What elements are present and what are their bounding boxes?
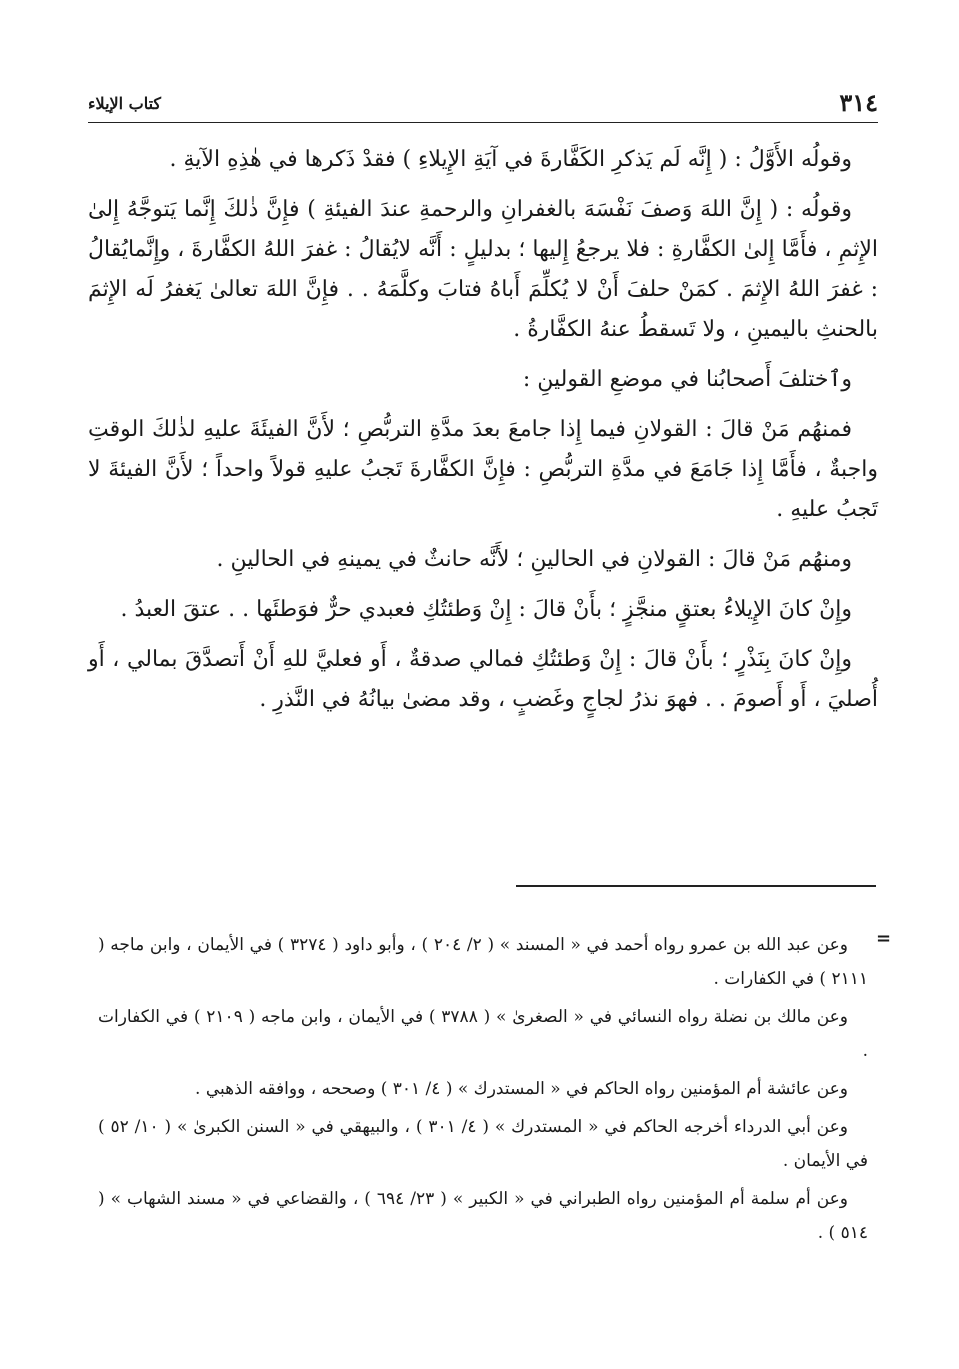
footnotes (98, 928, 868, 1254)
page-header (88, 82, 878, 123)
footnote-continuation-mark: = (876, 928, 892, 949)
footnote-item: وعن أبي الدرداء أخرجه الحاكم في « المستدرك » ( ٤/ ٣٠١ ) ، والبيهقي في « السنن الكبرىٰ » ( ١٠/ ٥٢ ) في الأيمان . (98, 1117, 868, 1171)
body-paragraph: وٱختلفَ أَصحابُنا في موضعِ القولينِ : (522, 367, 852, 392)
running-head: كتاب الإيلاء (88, 94, 162, 113)
footnote-item: وعن عائشة أم المؤمنين رواه الحاكم في « المستدرك » ( ٤/ ٣٠١ ) وصححه ، ووافقه الذهبي . (195, 1079, 848, 1099)
body-paragraph: فمنهُم مَنْ قالَ : القولانِ فيما إِذا جامعَ بعدَ مدَّةِ التربُّصِ ؛ لأَنَّ الفيئَةَ عليهِ لذٰلكَ الوقتِ واجبةٌ ، فأَمَّا إِذا جَامَعَ في مدَّةِ التربُّصِ : فإِنَّ الكفَّارةَ تَجبُ عليهِ قولاً واحداً ؛ لأَنَّ الفيئةَ لا تَجبُ عليهِ . (88, 417, 878, 522)
footnote-item: وعن مالك بن نضلة رواه النسائي في « الصغرىٰ » ( ٣٧٨٨ ) في الأيمان ، وابن ماجه ( ٢١٠٩ ) في الكفارات . (98, 1007, 868, 1061)
body-paragraph: وقولُه الأَوَّلُ : ( إِنَّه لَم يَذكرِ الكَفَّارةَ في آيَةِ الإِيلاءِ ) فقدْ ذَكرها في هٰذِهِ الآيةِ . (169, 147, 852, 172)
footnote-separator (516, 885, 876, 887)
body-paragraph: وقولُه : ( إِنَّ اللهَ وَصفَ نَفْسَهَ بالغفرانِ والرحمةِ عندَ الفيئةِ ) فإِنَّ ذٰلكَ إِنَّما يَتوجَّهُ إِلىٰ الإِثمِ ، فأَمَّا إِلىٰ الكفَّارةِ : فلا يرجعُ إِليها ؛ بدليلٍ : أَنَّه لايُقالُ : غفرَ اللهُ الكفَّارةَ ، وإِنَّمايُقالُ : غفرَ اللهُ الإِثمَ . كمَنْ حلفَ أَنْ لا يُكلِّمَ أَباهُ فتابَ وكلَّمَهُ . . فإِنَّ اللهَ تعالىٰ يَغفرُ لَه الإِثمَ بالحنثِ باليمينِ ، ولا تَسقطُ عنهُ الكفَّارةُ . (88, 197, 878, 342)
main-text (88, 140, 878, 730)
page-number: ٣١٤ (839, 88, 878, 117)
body-paragraph: وإِنْ كانَ بِنَذْرٍ ؛ بأَنْ قالَ : إِنْ وَطئتُكِ فمالي صدقةٌ ، أَو فعليَّ للهِ أَنْ أَتصدَّقَ بمالي ، أَو أُصليَ ، أَو أَصومَ . . فهوَ نذرُ لجاجٍ وغَضبٍ ، وقد مضىٰ بيانُهُ في النَّذرِ . (88, 647, 878, 712)
body-paragraph: وإِنْ كانَ الإِيلاءُ بعتقٍ منجَّزٍ ؛ بأَنْ قالَ : إِنْ وَطئتُكِ فعبدي حرٌّ فوَطئَها . . عتقَ العبدُ . (120, 597, 852, 622)
body-paragraph: ومنهُم مَنْ قالَ : القولانِ في الحالينِ ؛ لأَنَّه حانثٌ في يمينهِ في الحالينِ . (216, 547, 852, 572)
footnote-item: وعن عبد الله بن عمرو رواه أحمد في « المسند » ( ٢/ ٢٠٤ ) ، وأبو داود ( ٣٢٧٤ ) في الأيمان ، وابن ماجه ( ٢١١١ ) في الكفارات . (98, 935, 868, 989)
footnote-item: وعن أم سلمة أم المؤمنين رواه الطبراني في « الكبير » ( ٢٣/ ٦٩٤ ) ، والقضاعي في « مسند الشهاب » ( ٥١٤ ) . (98, 1189, 868, 1243)
